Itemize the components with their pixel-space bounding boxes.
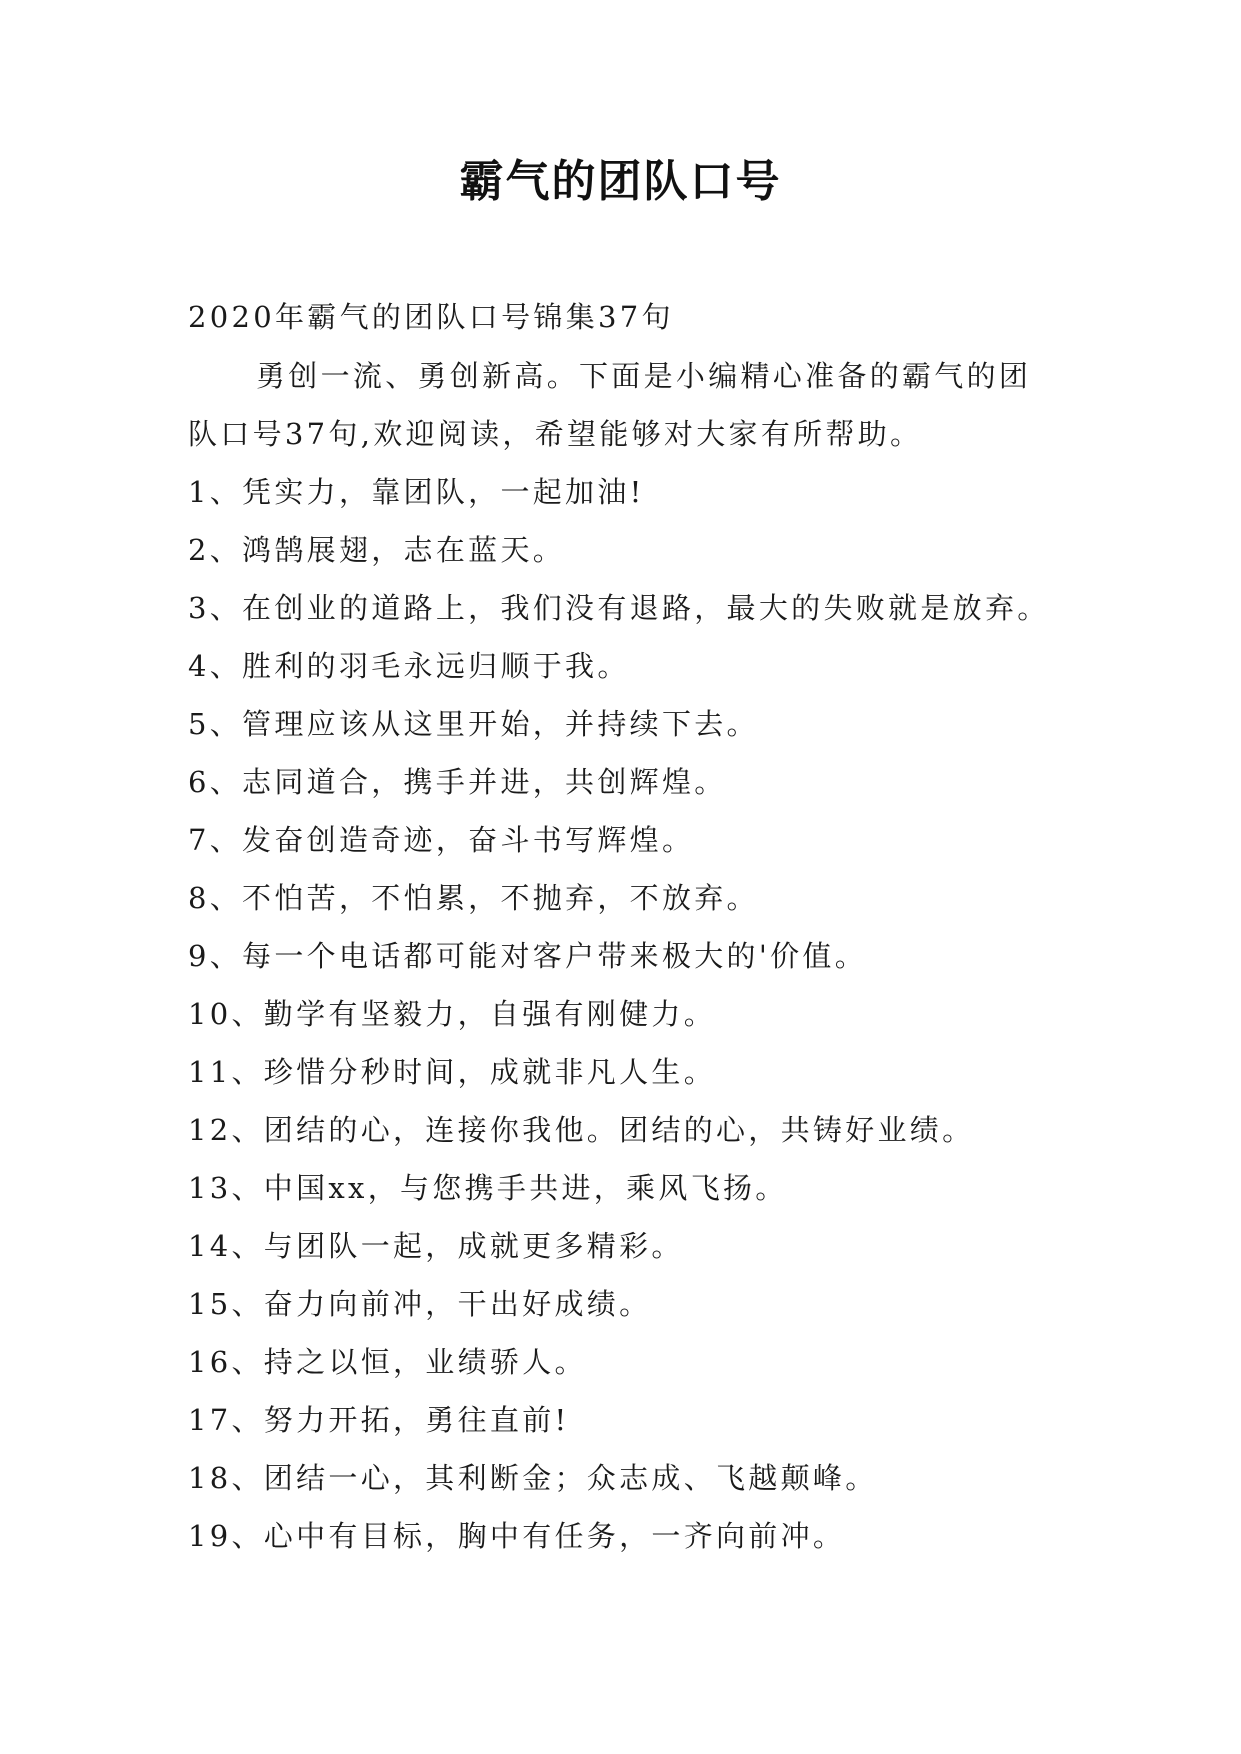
slogan-item: 10、勤学有坚毅力，自强有刚健力。 [188, 997, 717, 1031]
slogan-item: 2、鸿鹄展翅，志在蓝天。 [188, 533, 566, 567]
slogan-item: 7、发奋创造奇迹，奋斗书写辉煌。 [188, 823, 695, 857]
intro-paragraph-line-2: 队口号37句,欢迎阅读，希望能够对大家有所帮助。 [188, 417, 923, 451]
slogan-item: 16、持之以恒，业绩骄人。 [188, 1345, 587, 1379]
slogan-item: 3、在创业的道路上，我们没有退路，最大的失败就是放弃。 [188, 591, 1050, 625]
slogan-item: 15、奋力向前冲，干出好成绩。 [188, 1287, 652, 1321]
document-title: 霸气的团队口号 [459, 156, 782, 207]
slogan-item: 19、心中有目标，胸中有任务，一齐向前冲。 [188, 1519, 846, 1553]
slogan-item: 12、团结的心，连接你我他。团结的心，共铸好业绩。 [188, 1113, 975, 1147]
slogan-item: 9、每一个电话都可能对客户带来极大的'价值。 [188, 939, 868, 973]
slogan-item: 11、珍惜分秒时间，成就非凡人生。 [188, 1055, 717, 1089]
slogan-item: 14、与团队一起，成就更多精彩。 [188, 1229, 684, 1263]
slogan-item: 13、中国xx，与您携手共进，乘风飞扬。 [188, 1171, 788, 1205]
slogan-item: 4、胜利的羽毛永远归顺于我。 [188, 649, 630, 683]
slogan-item: 5、管理应该从这里开始，并持续下去。 [188, 707, 759, 741]
slogan-item: 17、努力开拓，勇往直前! [188, 1403, 570, 1437]
intro-paragraph-line-1: 勇创一流、勇创新高。下面是小编精心准备的霸气的团 [256, 359, 1032, 393]
slogan-item: 1、凭实力，靠团队，一起加油! [188, 475, 645, 509]
slogan-item: 18、团结一心，其利断金；众志成、飞越颠峰。 [188, 1461, 878, 1495]
slogan-item: 8、不怕苦，不怕累，不抛弃，不放弃。 [188, 881, 759, 915]
slogan-item: 6、志同道合，携手并进，共创辉煌。 [188, 765, 727, 799]
document-subtitle: 2020年霸气的团队口号锦集37句 [188, 300, 674, 334]
